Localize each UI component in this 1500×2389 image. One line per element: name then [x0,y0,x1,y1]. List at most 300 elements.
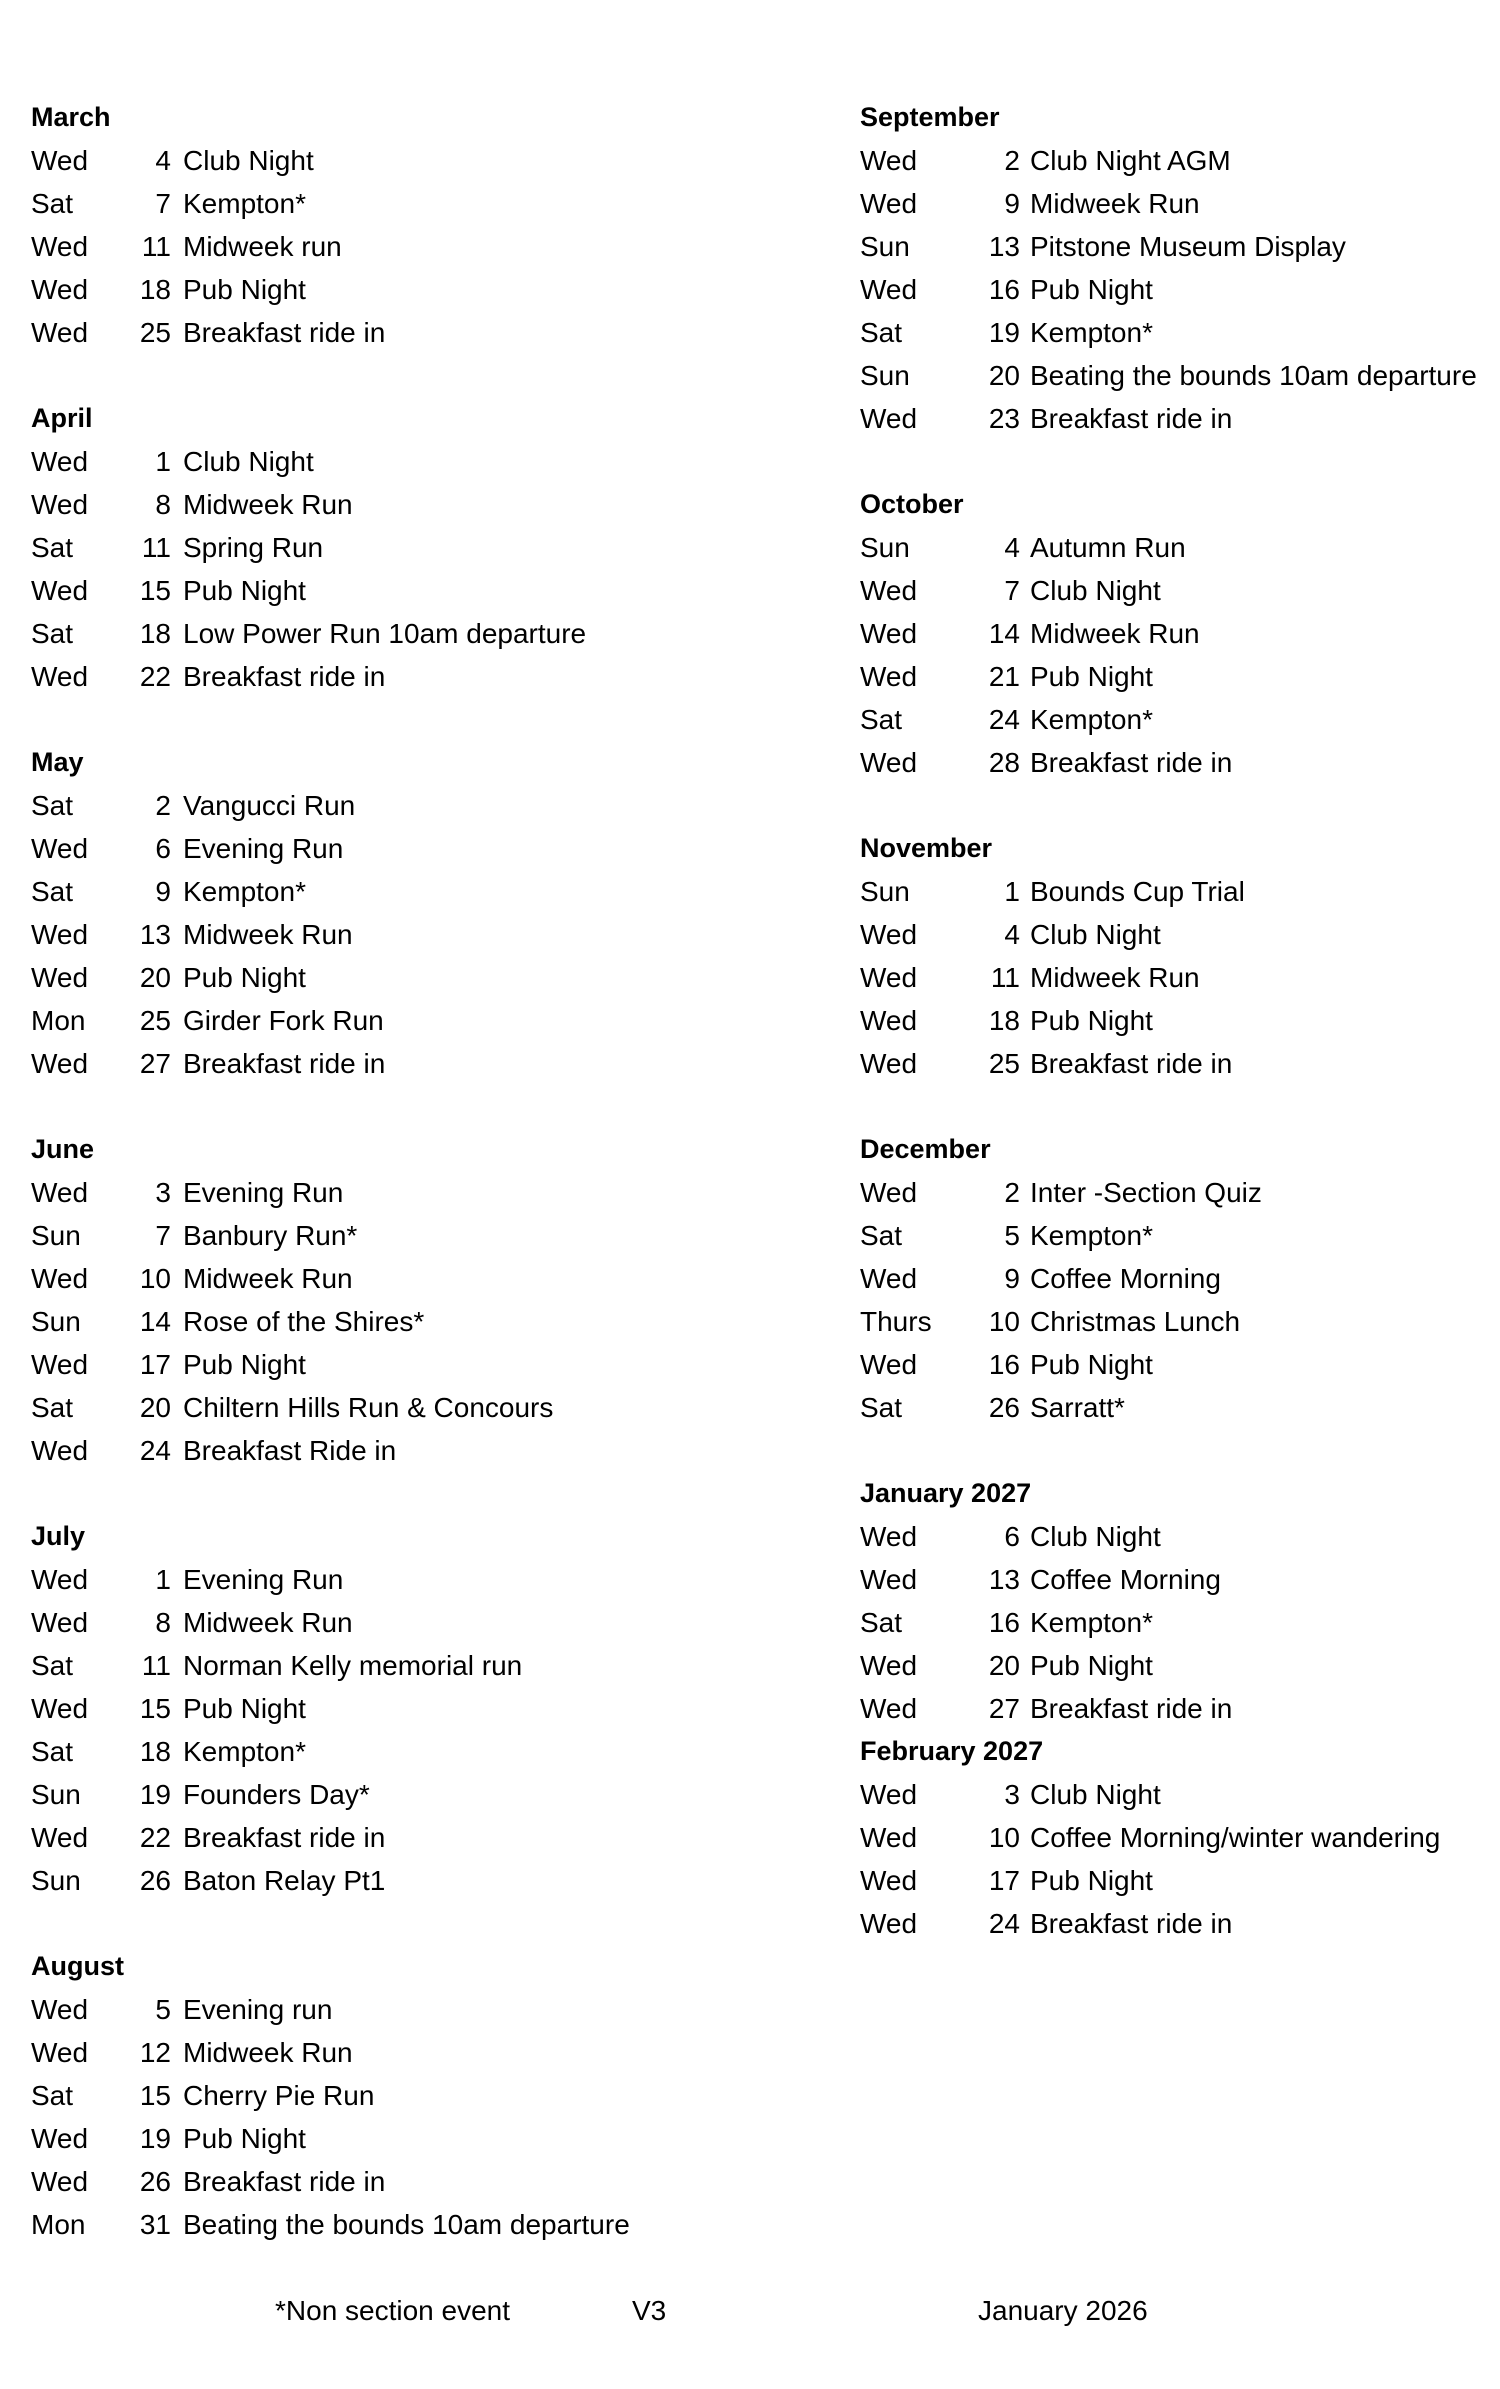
event-date: 17 [139,1349,171,1380]
event-row [31,526,791,569]
event-title: Beating the bounds 10am departure [183,2209,630,2240]
event-title: Kempton* [183,876,306,907]
event-row [860,268,1480,311]
event-title: Bounds Cup Trial [1030,876,1245,907]
event-row [31,1816,791,1859]
event-row [31,440,791,483]
event-day: Mon [31,2209,86,2240]
event-date: 13 [988,1564,1020,1595]
event-title: Coffee Morning [1030,1564,1221,1595]
event-date: 23 [988,403,1020,434]
event-title: Breakfast ride in [183,1822,386,1853]
event-row [31,1343,791,1386]
event-row [31,1257,791,1300]
event-row [860,1859,1480,1902]
event-date: 5 [155,1994,171,2025]
event-date: 13 [988,231,1020,262]
spacer [31,354,791,397]
event-day: Wed [31,2037,89,2068]
event-date: 4 [1004,919,1020,950]
event-title: Pub Night [183,575,306,606]
event-row [31,1214,791,1257]
event-day: Wed [31,274,89,305]
event-day: Sat [31,790,74,821]
event-day: Sun [860,231,910,262]
event-title: Midweek Run [183,1607,353,1638]
event-row [860,1515,1480,1558]
event-day: Sat [31,188,74,219]
event-title: Inter -Section Quiz [1030,1177,1262,1208]
event-day: Wed [31,962,89,993]
spacer [31,698,791,741]
footer-date: January 2026 [978,2295,1148,2326]
spacer [31,1902,791,1945]
event-day: Wed [31,1263,89,1294]
event-title: Midweek run [183,231,342,262]
event-date: 3 [1004,1779,1020,1810]
month-section [31,397,791,698]
event-title: Breakfast ride in [1030,747,1233,778]
event-day: Sun [860,360,910,391]
event-row [860,612,1480,655]
event-date: 27 [139,1048,171,1079]
event-row [860,1644,1480,1687]
event-day: Wed [860,1177,918,1208]
event-title: Midweek Run [1030,188,1200,219]
event-title: Breakfast ride in [1030,1048,1233,1079]
event-day: Wed [31,489,89,520]
event-day: Thurs [860,1306,932,1337]
event-title: Midweek Run [1030,962,1200,993]
event-day: Sun [31,1306,81,1337]
event-title: Pub Night [183,274,306,305]
event-day: Sun [31,1779,81,1810]
event-title: Evening Run [183,1564,344,1595]
footer-note: *Non section event [275,2295,511,2326]
event-date: 19 [988,317,1020,348]
event-row [31,655,791,698]
event-row [31,483,791,526]
event-day: Sat [860,317,903,348]
event-day: Sat [31,1736,74,1767]
event-day: Wed [860,1650,918,1681]
event-row [860,225,1480,268]
event-date: 20 [988,1650,1020,1681]
event-day: Wed [860,1822,918,1853]
event-day: Wed [860,1521,918,1552]
event-date: 4 [1004,532,1020,563]
event-title: Midweek Run [183,489,353,520]
event-day: Wed [860,1005,918,1036]
event-row [31,1988,791,2031]
event-date: 15 [139,2080,171,2111]
event-date: 11 [141,231,171,262]
event-day: Sat [31,1392,74,1423]
event-day: Wed [860,1865,918,1896]
event-row [860,999,1480,1042]
event-row [31,2031,791,2074]
event-day: Wed [860,575,918,606]
event-title: Kempton* [183,188,306,219]
month-title: March [31,102,111,132]
event-row [860,526,1480,569]
event-row [31,870,791,913]
event-title: Cherry Pie Run [183,2080,375,2111]
event-date: 20 [988,360,1020,391]
event-row [860,1773,1480,1816]
event-row [31,225,791,268]
event-date: 13 [139,919,171,950]
event-day: Sat [31,2080,74,2111]
event-day: Sun [860,876,910,907]
event-date: 24 [988,1908,1020,1939]
event-date: 26 [139,1865,171,1896]
event-title: Coffee Morning/winter wandering [1030,1822,1441,1853]
event-date: 22 [139,1822,171,1853]
event-row [860,913,1480,956]
event-title: Pitstone Museum Display [1030,231,1346,262]
event-row [31,2074,791,2117]
event-day: Wed [860,1564,918,1595]
event-day: Wed [31,1048,89,1079]
event-date: 10 [988,1822,1020,1853]
month-title: August [31,1951,124,1981]
event-row [31,1042,791,1085]
event-day: Wed [31,446,89,477]
event-row [860,1343,1480,1386]
event-row [31,1644,791,1687]
event-day: Sat [860,1392,903,1423]
event-row [31,827,791,870]
event-title: Beating the bounds 10am departure [1030,360,1477,391]
month-title: February 2027 [860,1736,1044,1766]
event-date: 9 [155,876,171,907]
event-date: 1 [1004,876,1020,907]
month-title: July [31,1521,86,1551]
event-row [31,1601,791,1644]
event-title: Baton Relay Pt1 [183,1865,386,1896]
event-row [31,569,791,612]
event-title: Breakfast ride in [1030,1693,1233,1724]
event-day: Sun [31,1220,81,1251]
event-day: Wed [31,1435,89,1466]
month-section [860,96,1480,440]
event-date: 1 [155,446,171,477]
event-date: 8 [155,489,171,520]
spacer [860,1085,1480,1128]
event-date: 17 [988,1865,1020,1896]
event-title: Evening Run [183,1177,344,1208]
spacer [860,1429,1480,1472]
event-title: Midweek Run [183,919,353,950]
event-day: Wed [31,1822,89,1853]
event-date: 9 [1004,188,1020,219]
month-title: September [860,102,1000,132]
event-date: 10 [988,1306,1020,1337]
event-date: 12 [139,2037,171,2068]
event-title: Kempton* [1030,704,1153,735]
month-section [860,1730,1480,1945]
event-row [860,1601,1480,1644]
event-row [31,1429,791,1472]
event-date: 6 [1004,1521,1020,1552]
event-title: Pub Night [183,1349,306,1380]
month-title: April [31,403,93,433]
month-title: October [860,489,964,519]
event-row [31,182,791,225]
event-title: Pub Night [1030,1650,1153,1681]
spacer [31,1472,791,1515]
event-row [860,1816,1480,1859]
month-section [31,96,791,354]
event-date: 22 [139,661,171,692]
event-date: 25 [139,1005,171,1036]
event-date: 20 [139,962,171,993]
event-title: Club Night AGM [1030,145,1231,176]
event-date: 18 [139,618,171,649]
event-day: Wed [31,1564,89,1595]
event-date: 5 [1004,1220,1020,1251]
event-title: Breakfast ride in [183,317,386,348]
month-title: November [860,833,993,863]
event-date: 15 [139,1693,171,1724]
event-date: 18 [139,1736,171,1767]
event-date: 20 [139,1392,171,1423]
event-row [31,612,791,655]
month-section [31,1945,791,2246]
event-day: Wed [31,1994,89,2025]
event-day: Wed [860,962,918,993]
event-title: Kempton* [1030,1220,1153,1251]
event-title: Pub Night [1030,1349,1153,1380]
month-title: January 2027 [860,1478,1032,1508]
event-row [860,1300,1480,1343]
event-date: 11 [141,532,171,563]
event-date: 18 [988,1005,1020,1036]
spacer [31,1085,791,1128]
event-date: 19 [139,1779,171,1810]
event-row [860,1687,1480,1730]
event-title: Evening Run [183,833,344,864]
event-date: 7 [155,1220,171,1251]
event-row [860,698,1480,741]
event-date: 16 [988,1607,1020,1638]
event-row [860,182,1480,225]
event-day: Wed [860,274,918,305]
spacer [860,440,1480,483]
event-day: Wed [860,188,918,219]
event-title: Club Night [183,446,314,477]
event-row [31,139,791,182]
event-title: Pub Night [1030,1005,1153,1036]
event-date: 2 [1004,145,1020,176]
event-date: 2 [155,790,171,821]
event-title: Vangucci Run [183,790,356,821]
month-section [31,741,791,1085]
event-day: Wed [860,661,918,692]
event-title: Christmas Lunch [1030,1306,1241,1337]
event-title: Pub Night [1030,1865,1153,1896]
event-row [860,569,1480,612]
left-column [31,96,791,2246]
event-row [31,1773,791,1816]
event-day: Sat [31,876,74,907]
event-date: 24 [988,704,1020,735]
event-title: Midweek Run [183,1263,353,1294]
event-day: Wed [860,1779,918,1810]
event-row [31,2203,791,2246]
event-row [860,139,1480,182]
event-day: Wed [860,403,918,434]
event-row [31,2117,791,2160]
event-row [31,999,791,1042]
event-row [31,1730,791,1773]
event-day: Wed [860,1908,918,1939]
event-date: 16 [988,274,1020,305]
month-section [31,1128,791,1472]
event-title: Kempton* [1030,317,1153,348]
month-section [31,1515,791,1902]
event-date: 26 [988,1392,1020,1423]
event-row [860,354,1480,397]
month-title: June [31,1134,95,1164]
event-day: Sat [31,618,74,649]
event-title: Breakfast ride in [1030,403,1233,434]
event-day: Sat [860,1607,903,1638]
event-title: Pub Night [183,962,306,993]
footer [0,2289,1500,2332]
month-section [860,827,1480,1085]
event-date: 18 [139,274,171,305]
event-date: 15 [139,575,171,606]
event-title: Midweek Run [183,2037,353,2068]
event-row [860,1902,1480,1945]
event-day: Wed [31,661,89,692]
event-title: Founders Day* [183,1779,370,1810]
event-title: Club Night [1030,1779,1161,1810]
event-day: Wed [860,145,918,176]
event-title: Club Night [183,145,314,176]
event-date: 25 [139,317,171,348]
event-date: 24 [139,1435,171,1466]
event-title: Autumn Run [1030,532,1186,563]
month-section [860,1472,1480,1730]
event-title: Breakfast ride in [1030,1908,1233,1939]
event-title: Norman Kelly memorial run [183,1650,523,1681]
event-row [31,311,791,354]
event-day: Wed [31,575,89,606]
event-day: Wed [31,2166,89,2197]
event-title: Pub Night [1030,274,1153,305]
month-section [860,1128,1480,1429]
event-date: 9 [1004,1263,1020,1294]
event-row [31,268,791,311]
event-title: Club Night [1030,1521,1161,1552]
event-date: 21 [988,661,1020,692]
event-row [31,1687,791,1730]
event-title: Pub Night [1030,661,1153,692]
event-title: Club Night [1030,575,1161,606]
event-day: Wed [860,1693,918,1724]
event-title: Breakfast ride in [183,661,386,692]
event-title: Breakfast ride in [183,1048,386,1079]
event-row [860,1386,1480,1429]
event-date: 4 [155,145,171,176]
event-title: Kempton* [183,1736,306,1767]
event-date: 11 [141,1650,171,1681]
event-date: 28 [988,747,1020,778]
event-date: 25 [988,1048,1020,1079]
event-day: Wed [31,833,89,864]
event-date: 14 [988,618,1020,649]
event-date: 26 [139,2166,171,2197]
event-date: 7 [155,188,171,219]
event-day: Wed [860,1349,918,1380]
event-row [31,913,791,956]
event-row [31,1558,791,1601]
event-row [860,870,1480,913]
event-day: Sun [860,532,910,563]
event-row [31,1386,791,1429]
event-day: Mon [31,1005,86,1036]
event-date: 10 [139,1263,171,1294]
event-day: Wed [31,1693,89,1724]
event-title: Banbury Run* [183,1220,358,1251]
event-day: Sun [31,1865,81,1896]
spacer [860,784,1480,827]
event-day: Sat [860,704,903,735]
event-row [860,1171,1480,1214]
month-title: May [31,747,84,777]
event-row [31,784,791,827]
event-day: Wed [31,1177,89,1208]
event-day: Wed [860,747,918,778]
event-date: 19 [139,2123,171,2154]
event-day: Wed [860,618,918,649]
event-row [31,2160,791,2203]
event-day: Sat [860,1220,903,1251]
right-column [860,96,1480,1945]
event-row [860,741,1480,784]
event-title: Girder Fork Run [183,1005,384,1036]
event-row [860,311,1480,354]
event-day: Wed [31,317,89,348]
event-date: 3 [155,1177,171,1208]
event-row [860,655,1480,698]
event-title: Breakfast ride in [183,2166,386,2197]
event-title: Breakfast Ride in [183,1435,397,1466]
event-date: 1 [155,1564,171,1595]
event-row [31,956,791,999]
event-title: Spring Run [183,532,324,563]
event-day: Wed [31,145,89,176]
event-date: 2 [1004,1177,1020,1208]
event-title: Coffee Morning [1030,1263,1221,1294]
event-day: Wed [31,2123,89,2154]
event-day: Wed [31,1349,89,1380]
event-title: Pub Night [183,2123,306,2154]
event-row [860,1214,1480,1257]
event-date: 11 [990,962,1020,993]
event-day: Wed [31,919,89,950]
event-date: 14 [139,1306,171,1337]
event-title: Chiltern Hills Run & Concours [183,1392,554,1423]
event-row [31,1171,791,1214]
event-date: 6 [155,833,171,864]
event-date: 7 [1004,575,1020,606]
event-day: Wed [860,1263,918,1294]
event-day: Wed [860,1048,918,1079]
